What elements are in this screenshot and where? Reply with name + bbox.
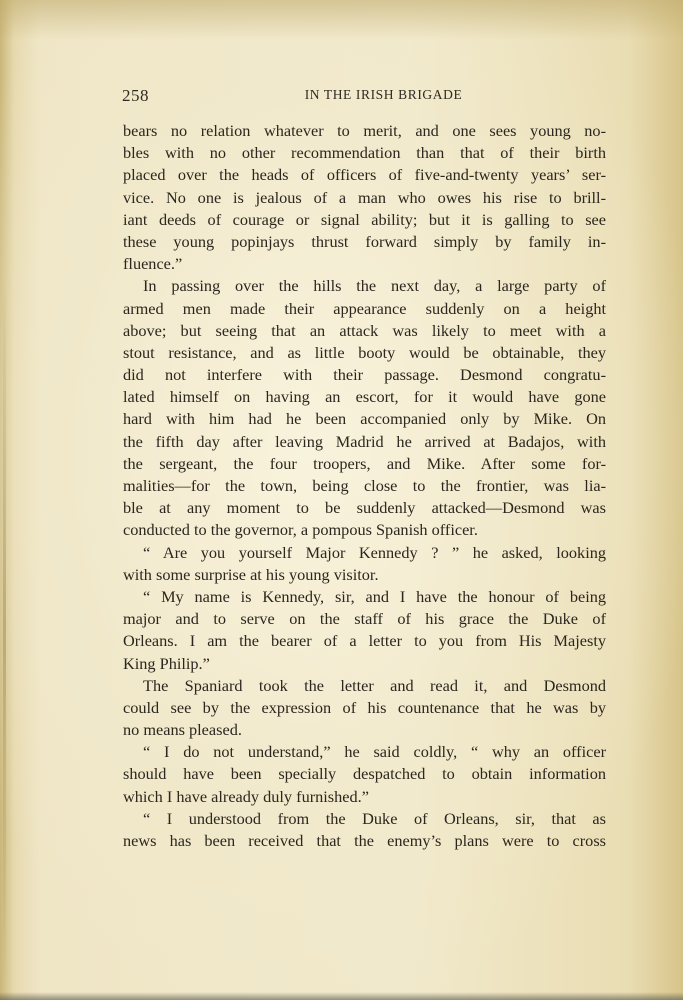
page-gutter-shadow bbox=[3, 280, 6, 980]
text-line: placed over the heads of officers of five-and-twenty years’ ser- bbox=[123, 165, 606, 185]
text-line: no means pleased. bbox=[123, 720, 242, 740]
text-line: hard with him had he been accompanied only by Mike. On bbox=[123, 409, 606, 429]
text-line: Orleans. I am the bearer of a letter to you from His Majesty bbox=[123, 631, 606, 651]
text-line: armed men made their appearance suddenly on a height bbox=[123, 298, 606, 318]
text-line: “ I do not understand,” he said coldly, “ why an officer bbox=[143, 742, 606, 762]
text-line: lated himself on having an escort, for it would have gone bbox=[123, 387, 606, 407]
body-text bbox=[123, 120, 606, 852]
text-line: major and to serve on the staff of his grace the Duke of bbox=[123, 609, 606, 629]
text-line: vice. No one is jealous of a man who owes his rise to brill- bbox=[123, 187, 606, 207]
text-line: bles with no other recommendation than that of their birth bbox=[123, 143, 606, 163]
text-line: ble at any moment to be suddenly attacked—Desmond was bbox=[123, 498, 606, 518]
text-line: the sergeant, the four troopers, and Mike. After some for- bbox=[123, 453, 606, 473]
text-line: “ Are you yourself Major Kennedy ? ” he asked, looking bbox=[143, 542, 606, 562]
text-line: bears no relation whatever to merit, and one sees young no- bbox=[123, 121, 606, 140]
text-line: In passing over the hills the next day, a large party of bbox=[143, 276, 606, 296]
text-line: “ My name is Kennedy, sir, and I have the honour of being bbox=[143, 586, 606, 606]
text-line: fluence.” bbox=[123, 254, 183, 274]
text-line: news has been received that the enemy’s plans were to cross bbox=[123, 831, 606, 850]
text-line: could see by the expression of his countenance that he was by bbox=[123, 697, 606, 717]
text-line: The Spaniard took the letter and read it, and Desmond bbox=[143, 675, 606, 695]
page-header bbox=[122, 86, 607, 108]
text-line: the fifth day after leaving Madrid he arrived at Badajos, with bbox=[123, 431, 606, 451]
text-line: these young popinjays thrust forward simply by family in- bbox=[123, 231, 606, 251]
text-line: conducted to the governor, a pompous Spanish officer. bbox=[123, 520, 478, 540]
text-line: King Philip.” bbox=[123, 653, 210, 673]
text-line: “ I understood from the Duke of Orleans, sir, that as bbox=[143, 808, 606, 828]
page-number: 258 bbox=[122, 86, 149, 105]
text-line: did not interfere with their passage. Desmond congratu- bbox=[123, 365, 606, 385]
text-line: malities—for the town, being close to the frontier, was lia- bbox=[123, 476, 606, 495]
text-line: iant deeds of courage or signal ability; but it is galling to see bbox=[123, 209, 606, 229]
text-line: with some surprise at his young visitor. bbox=[123, 564, 379, 584]
text-line: should have been specially despatched to obtain information bbox=[123, 764, 606, 784]
text-line: which I have already duly furnished.” bbox=[123, 786, 369, 806]
running-head: IN THE IRISH BRIGADE bbox=[304, 87, 463, 102]
text-line: above; but seeing that an attack was likely to meet with a bbox=[123, 320, 606, 340]
text-line: stout resistance, and as little booty would be obtainable, they bbox=[123, 342, 606, 362]
